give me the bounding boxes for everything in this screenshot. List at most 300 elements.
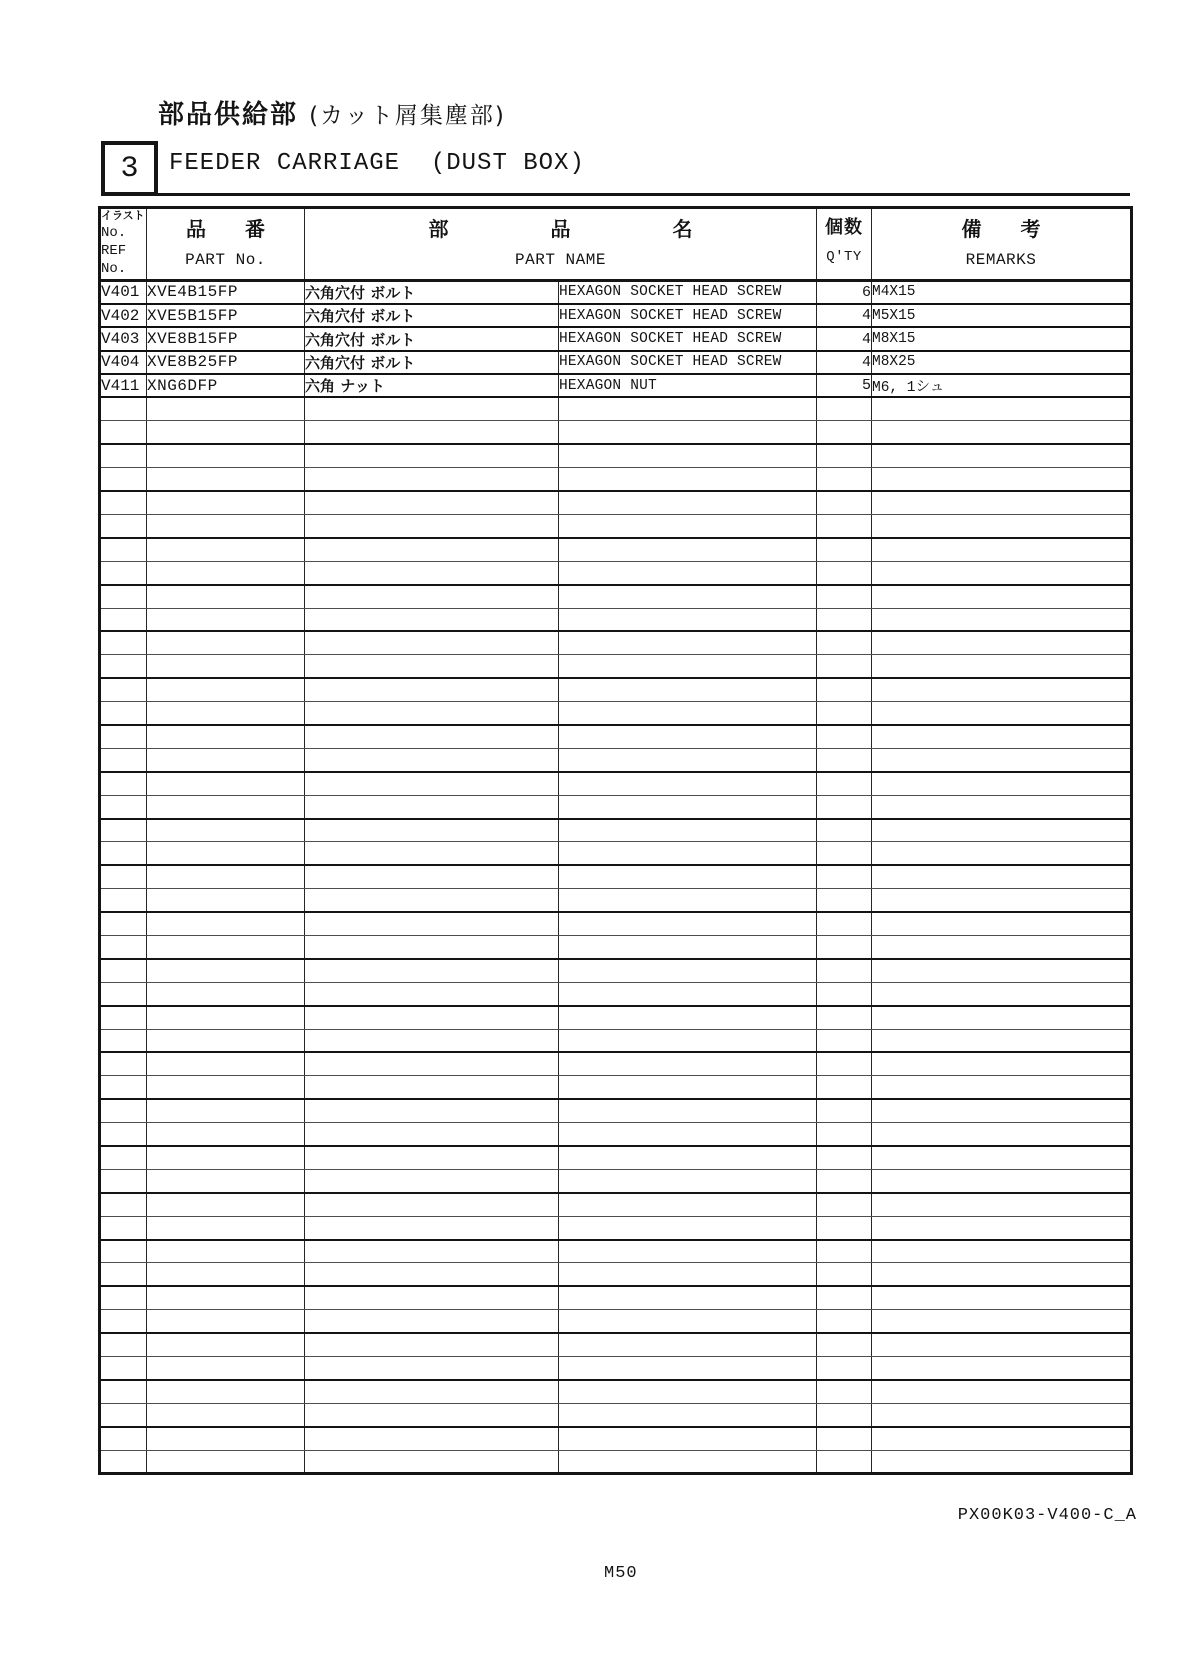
part-name-jp-cell: 六角 ナット	[305, 374, 559, 397]
part-name-en-cell	[559, 631, 817, 654]
remarks-cell	[872, 959, 1132, 982]
remarks-cell	[872, 608, 1132, 631]
part-name-en-cell	[559, 959, 817, 982]
qty-cell	[817, 1029, 872, 1052]
part-name-en-cell	[559, 725, 817, 748]
part-no-cell	[147, 865, 305, 888]
table-row	[100, 304, 1132, 327]
part-no-cell	[147, 889, 305, 912]
ref-cell	[100, 678, 147, 701]
qty-cell	[817, 421, 872, 444]
ref-cell	[100, 1193, 147, 1216]
part-name-en-cell	[559, 748, 817, 771]
part-name-jp-cell	[305, 1357, 559, 1380]
ref-cell	[100, 1380, 147, 1403]
part-no-cell	[147, 1029, 305, 1052]
ref-cell	[100, 748, 147, 771]
part-name-en-cell	[559, 1169, 817, 1192]
empty-table-row	[100, 397, 1132, 420]
qty-cell	[817, 725, 872, 748]
part-name-en-cell	[559, 1357, 817, 1380]
qty-cell	[817, 1169, 872, 1192]
empty-table-row	[100, 819, 1132, 842]
qty-cell	[817, 1263, 872, 1286]
empty-table-row	[100, 982, 1132, 1005]
part-name-jp-cell	[305, 631, 559, 654]
part-name-jp-cell	[305, 1286, 559, 1309]
ref-cell	[100, 538, 147, 561]
remarks-cell: M5X15	[872, 304, 1132, 327]
empty-table-row	[100, 655, 1132, 678]
empty-table-row	[100, 444, 1132, 467]
part-name-jp-cell: 六角穴付 ボルト	[305, 280, 559, 304]
remarks-cell	[872, 1380, 1132, 1403]
part-name-jp-cell	[305, 1333, 559, 1356]
empty-table-row	[100, 748, 1132, 771]
part-no-cell	[147, 1006, 305, 1029]
ref-cell	[100, 1427, 147, 1450]
ref-cell	[100, 1286, 147, 1309]
qty-cell	[817, 1450, 872, 1473]
ref-cell: V403	[100, 327, 147, 350]
empty-table-row	[100, 865, 1132, 888]
part-name-en-cell	[559, 1006, 817, 1029]
part-no-cell: XNG6DFP	[147, 374, 305, 397]
remarks-cell	[872, 1427, 1132, 1450]
qty-cell	[817, 1076, 872, 1099]
part-no-cell: XVE4B15FP	[147, 280, 305, 304]
header-ref-jp: イラスト	[101, 209, 145, 222]
empty-table-row	[100, 514, 1132, 537]
remarks-cell	[872, 1403, 1132, 1426]
remarks-cell	[872, 421, 1132, 444]
empty-table-row	[100, 1146, 1132, 1169]
part-no-cell	[147, 702, 305, 725]
remarks-cell	[872, 1333, 1132, 1356]
remarks-cell	[872, 1240, 1132, 1263]
part-name-en-cell	[559, 468, 817, 491]
ref-cell	[100, 865, 147, 888]
part-name-en-cell	[559, 1193, 817, 1216]
empty-table-row	[100, 1357, 1132, 1380]
empty-table-row	[100, 1052, 1132, 1075]
page-title-jp-main: 部品供給部	[158, 100, 299, 130]
page-number: M50	[604, 1564, 638, 1583]
empty-table-row	[100, 1403, 1132, 1426]
part-name-jp-cell	[305, 468, 559, 491]
empty-table-row	[100, 1310, 1132, 1333]
qty-cell: 5	[817, 374, 872, 397]
part-no-cell	[147, 444, 305, 467]
remarks-cell	[872, 1450, 1132, 1473]
header-part-no: 品 番 PART No.	[147, 208, 305, 281]
part-name-en-cell	[559, 491, 817, 514]
remarks-cell	[872, 514, 1132, 537]
ref-cell	[100, 585, 147, 608]
part-no-cell	[147, 1146, 305, 1169]
part-no-cell	[147, 725, 305, 748]
qty-cell	[817, 889, 872, 912]
qty-cell	[817, 1216, 872, 1239]
ref-cell	[100, 397, 147, 420]
part-no-cell	[147, 538, 305, 561]
part-name-en-cell	[559, 561, 817, 584]
empty-table-row	[100, 1263, 1132, 1286]
ref-cell	[100, 912, 147, 935]
qty-cell	[817, 1357, 872, 1380]
ref-cell	[100, 1052, 147, 1075]
empty-table-row	[100, 608, 1132, 631]
part-no-cell: XVE8B15FP	[147, 327, 305, 350]
part-name-jp-cell	[305, 1029, 559, 1052]
part-name-en-cell	[559, 772, 817, 795]
part-name-jp-cell	[305, 1052, 559, 1075]
part-no-cell	[147, 982, 305, 1005]
qty-cell	[817, 655, 872, 678]
remarks-cell	[872, 772, 1132, 795]
remarks-cell	[872, 912, 1132, 935]
ref-cell	[100, 561, 147, 584]
empty-table-row	[100, 1099, 1132, 1122]
qty-cell	[817, 538, 872, 561]
part-name-en-cell	[559, 1123, 817, 1146]
empty-table-row	[100, 1006, 1132, 1029]
ref-cell	[100, 631, 147, 654]
part-name-jp-cell	[305, 1380, 559, 1403]
empty-table-row	[100, 421, 1132, 444]
qty-cell	[817, 468, 872, 491]
part-name-jp-cell	[305, 585, 559, 608]
part-name-en-cell: HEXAGON SOCKET HEAD SCREW	[559, 351, 817, 374]
part-no-cell	[147, 748, 305, 771]
part-name-en-cell	[559, 1286, 817, 1309]
part-name-en-cell	[559, 678, 817, 701]
section-number: 3	[120, 151, 139, 186]
ref-cell	[100, 1076, 147, 1099]
remarks-cell	[872, 561, 1132, 584]
qty-cell	[817, 397, 872, 420]
part-name-en-cell	[559, 912, 817, 935]
part-name-en-cell: HEXAGON NUT	[559, 374, 817, 397]
remarks-cell	[872, 1006, 1132, 1029]
header-part-name: 部 品 名 PART NAME	[305, 208, 817, 281]
ref-cell	[100, 444, 147, 467]
part-name-en-cell	[559, 397, 817, 420]
qty-cell	[817, 1146, 872, 1169]
empty-table-row	[100, 561, 1132, 584]
part-name-en-cell	[559, 538, 817, 561]
part-name-en-cell	[559, 889, 817, 912]
qty-cell	[817, 1380, 872, 1403]
part-name-en-cell	[559, 1146, 817, 1169]
qty-cell	[817, 772, 872, 795]
empty-table-row	[100, 1216, 1132, 1239]
remarks-cell	[872, 1310, 1132, 1333]
remarks-cell	[872, 1216, 1132, 1239]
empty-table-row	[100, 538, 1132, 561]
header-ref-no: イラスト No. REF No.	[100, 208, 147, 281]
remarks-cell	[872, 702, 1132, 725]
ref-cell: V401	[100, 280, 147, 304]
part-name-en-cell	[559, 935, 817, 958]
part-name-en-cell	[559, 1052, 817, 1075]
part-name-en-cell	[559, 842, 817, 865]
remarks-cell	[872, 1076, 1132, 1099]
part-no-cell	[147, 819, 305, 842]
remarks-cell	[872, 748, 1132, 771]
part-name-en-cell	[559, 514, 817, 537]
ref-cell	[100, 1216, 147, 1239]
part-no-cell	[147, 1286, 305, 1309]
remarks-cell	[872, 678, 1132, 701]
empty-table-row	[100, 1380, 1132, 1403]
header-qty: 個数 Q'TY	[817, 208, 872, 281]
qty-cell	[817, 1123, 872, 1146]
part-name-jp-cell	[305, 678, 559, 701]
part-no-cell	[147, 514, 305, 537]
part-no-cell	[147, 491, 305, 514]
qty-cell: 4	[817, 304, 872, 327]
empty-table-row	[100, 842, 1132, 865]
ref-cell	[100, 1403, 147, 1426]
part-name-jp-cell: 六角穴付 ボルト	[305, 327, 559, 350]
ref-cell	[100, 1333, 147, 1356]
remarks-cell	[872, 1263, 1132, 1286]
ref-cell	[100, 1240, 147, 1263]
ref-cell	[100, 889, 147, 912]
qty-cell: 4	[817, 327, 872, 350]
qty-cell	[817, 1333, 872, 1356]
ref-cell	[100, 1006, 147, 1029]
part-no-cell	[147, 959, 305, 982]
part-no-cell	[147, 561, 305, 584]
empty-table-row	[100, 702, 1132, 725]
remarks-cell	[872, 935, 1132, 958]
remarks-cell	[872, 631, 1132, 654]
part-name-en-cell	[559, 1427, 817, 1450]
part-name-jp-cell	[305, 865, 559, 888]
part-no-cell	[147, 1310, 305, 1333]
part-no-cell	[147, 842, 305, 865]
part-no-cell	[147, 397, 305, 420]
qty-cell	[817, 1193, 872, 1216]
remarks-cell	[872, 1193, 1132, 1216]
part-name-en-cell	[559, 655, 817, 678]
ref-cell	[100, 468, 147, 491]
qty-cell	[817, 795, 872, 818]
ref-cell	[100, 1099, 147, 1122]
parts-table	[98, 206, 1133, 1475]
qty-cell	[817, 1403, 872, 1426]
remarks-cell	[872, 491, 1132, 514]
part-name-jp-cell	[305, 514, 559, 537]
part-no-cell	[147, 1357, 305, 1380]
part-name-jp-cell	[305, 1123, 559, 1146]
part-name-jp-cell	[305, 1216, 559, 1239]
ref-cell	[100, 514, 147, 537]
remarks-cell	[872, 1123, 1132, 1146]
ref-cell	[100, 819, 147, 842]
qty-cell	[817, 1099, 872, 1122]
ref-cell: V402	[100, 304, 147, 327]
part-name-jp-cell	[305, 1169, 559, 1192]
part-name-jp-cell	[305, 1450, 559, 1473]
part-name-jp-cell	[305, 421, 559, 444]
part-name-en-cell	[559, 982, 817, 1005]
part-name-jp-cell	[305, 959, 559, 982]
remarks-cell	[872, 725, 1132, 748]
ref-cell	[100, 655, 147, 678]
part-no-cell	[147, 631, 305, 654]
part-name-en-cell	[559, 585, 817, 608]
remarks-cell: M6, 1シュ	[872, 374, 1132, 397]
parts-table-body	[100, 280, 1132, 1473]
qty-cell	[817, 1006, 872, 1029]
document-code: PX00K03-V400-C_A	[957, 1506, 1137, 1525]
remarks-cell	[872, 1169, 1132, 1192]
qty-cell	[817, 842, 872, 865]
qty-cell	[817, 514, 872, 537]
part-no-cell	[147, 1099, 305, 1122]
table-row	[100, 351, 1132, 374]
part-name-en-cell	[559, 1263, 817, 1286]
qty-cell	[817, 982, 872, 1005]
empty-table-row	[100, 889, 1132, 912]
part-no-cell	[147, 1333, 305, 1356]
empty-table-row	[100, 585, 1132, 608]
empty-table-row	[100, 1240, 1132, 1263]
qty-cell	[817, 748, 872, 771]
part-no-cell	[147, 608, 305, 631]
qty-cell	[817, 631, 872, 654]
part-no-cell: XVE8B25FP	[147, 351, 305, 374]
part-no-cell	[147, 1052, 305, 1075]
part-no-cell	[147, 1123, 305, 1146]
part-name-en-cell	[559, 1029, 817, 1052]
remarks-cell	[872, 585, 1132, 608]
qty-cell	[817, 585, 872, 608]
qty-cell	[817, 912, 872, 935]
part-name-jp-cell	[305, 1146, 559, 1169]
empty-table-row	[100, 1286, 1132, 1309]
page-title-jp-paren: (カット屑集塵部)	[309, 103, 506, 129]
empty-table-row	[100, 1076, 1132, 1099]
empty-table-row	[100, 1169, 1132, 1192]
empty-table-row	[100, 725, 1132, 748]
part-name-en-cell	[559, 608, 817, 631]
remarks-cell	[872, 444, 1132, 467]
remarks-cell	[872, 795, 1132, 818]
part-name-jp-cell	[305, 1310, 559, 1333]
qty-cell	[817, 1240, 872, 1263]
remarks-cell	[872, 1029, 1132, 1052]
part-no-cell	[147, 1380, 305, 1403]
empty-table-row	[100, 1123, 1132, 1146]
ref-cell	[100, 725, 147, 748]
table-row	[100, 374, 1132, 397]
ref-cell	[100, 491, 147, 514]
remarks-cell	[872, 865, 1132, 888]
remarks-cell	[872, 1146, 1132, 1169]
qty-cell	[817, 1286, 872, 1309]
part-name-jp-cell	[305, 1076, 559, 1099]
empty-table-row	[100, 468, 1132, 491]
part-name-en-cell	[559, 1099, 817, 1122]
part-name-en-cell	[559, 1216, 817, 1239]
part-no-cell	[147, 1403, 305, 1426]
part-no-cell	[147, 468, 305, 491]
part-no-cell	[147, 585, 305, 608]
part-no-cell	[147, 795, 305, 818]
part-name-jp-cell	[305, 491, 559, 514]
part-name-jp-cell: 六角穴付 ボルト	[305, 304, 559, 327]
part-name-jp-cell	[305, 889, 559, 912]
remarks-cell	[872, 1357, 1132, 1380]
part-name-jp-cell	[305, 935, 559, 958]
ref-cell	[100, 1450, 147, 1473]
part-name-jp-cell	[305, 725, 559, 748]
part-no-cell	[147, 1263, 305, 1286]
qty-cell	[817, 1052, 872, 1075]
part-name-en-cell	[559, 444, 817, 467]
qty-cell	[817, 1427, 872, 1450]
ref-cell	[100, 842, 147, 865]
part-name-en-cell	[559, 1310, 817, 1333]
part-no-cell	[147, 1076, 305, 1099]
remarks-cell	[872, 982, 1132, 1005]
page-title-japanese	[158, 94, 506, 131]
qty-cell	[817, 702, 872, 725]
parts-table-header	[100, 208, 1132, 281]
part-no-cell	[147, 772, 305, 795]
remarks-cell	[872, 655, 1132, 678]
remarks-cell	[872, 1286, 1132, 1309]
remarks-cell	[872, 1099, 1132, 1122]
qty-cell	[817, 819, 872, 842]
remarks-cell	[872, 538, 1132, 561]
part-no-cell	[147, 1169, 305, 1192]
qty-cell	[817, 865, 872, 888]
ref-cell	[100, 795, 147, 818]
section-number-box	[101, 141, 158, 196]
part-name-en-cell	[559, 1380, 817, 1403]
part-no-cell	[147, 1427, 305, 1450]
part-name-jp-cell: 六角穴付 ボルト	[305, 351, 559, 374]
part-name-jp-cell	[305, 819, 559, 842]
part-name-en-cell	[559, 1403, 817, 1426]
part-no-cell	[147, 935, 305, 958]
ref-cell	[100, 421, 147, 444]
ref-cell: V404	[100, 351, 147, 374]
part-no-cell	[147, 912, 305, 935]
ref-cell	[100, 1263, 147, 1286]
part-no-cell	[147, 1450, 305, 1473]
qty-cell	[817, 608, 872, 631]
part-name-jp-cell	[305, 655, 559, 678]
part-name-jp-cell	[305, 538, 559, 561]
empty-table-row	[100, 1450, 1132, 1473]
part-name-jp-cell	[305, 1427, 559, 1450]
part-name-en-cell: HEXAGON SOCKET HEAD SCREW	[559, 304, 817, 327]
part-name-jp-cell	[305, 702, 559, 725]
empty-table-row	[100, 631, 1132, 654]
empty-table-row	[100, 491, 1132, 514]
part-name-en-cell	[559, 1240, 817, 1263]
part-no-cell	[147, 1240, 305, 1263]
empty-table-row	[100, 678, 1132, 701]
qty-cell	[817, 1310, 872, 1333]
ref-cell	[100, 772, 147, 795]
